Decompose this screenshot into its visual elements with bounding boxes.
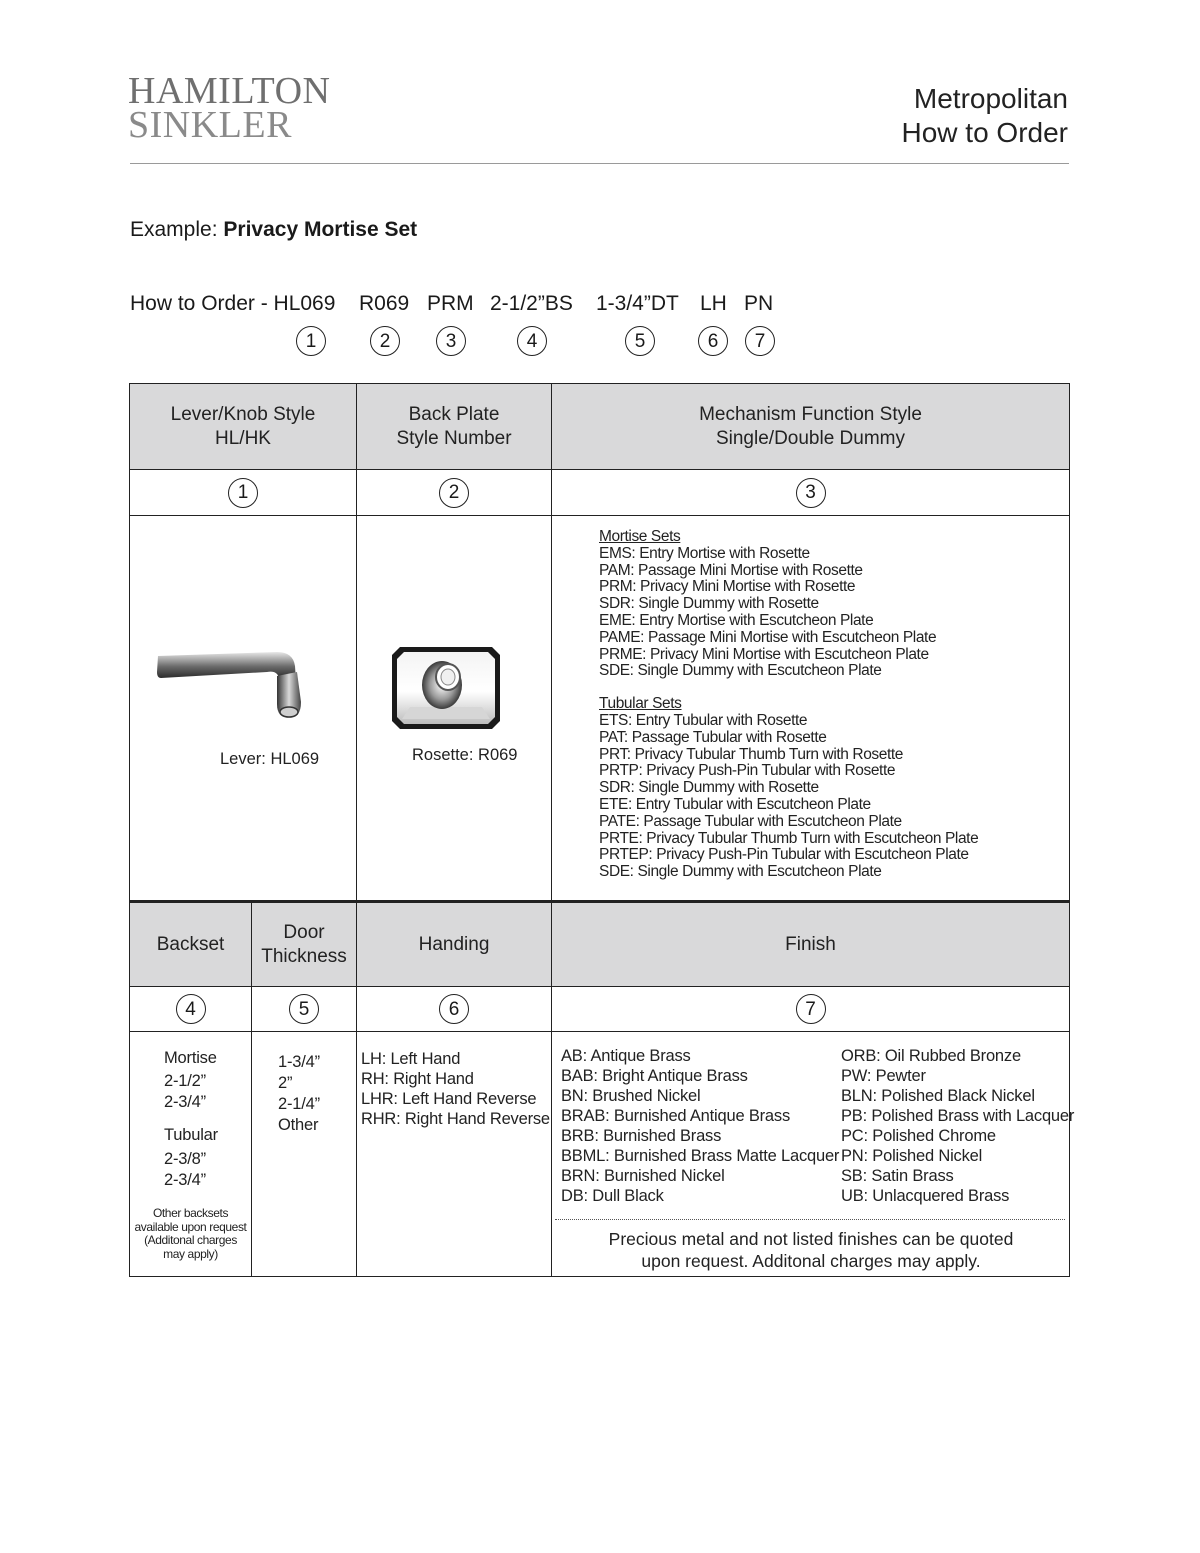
number-cell (252, 987, 357, 1032)
list-item: BLN: Polished Black Nickel (841, 1087, 1035, 1105)
list-item: ETS: Entry Tubular with Rosette (599, 711, 808, 729)
list-item: PN: Polished Nickel (841, 1147, 983, 1165)
list-item: BN: Brushed Nickel (561, 1087, 701, 1105)
door-thickness-list (278, 1052, 320, 1136)
list-item: SDE: Single Dummy with Escutcheon Plate (599, 863, 882, 881)
mechanism-list (599, 529, 978, 881)
step-number-circle: 3 (436, 326, 466, 356)
list-item: ETE: Entry Tubular with Escutcheon Plate (599, 795, 871, 813)
number-cell (552, 987, 1069, 1032)
list-item: PRTEP: Privacy Push-Pin Tubular with Escutcheon Plate (599, 846, 969, 864)
list-item: Other (278, 1116, 319, 1134)
list-item: PRTE: Privacy Tubular Thumb Turn with Escutcheon Plate (599, 829, 979, 847)
list-item: EMS: Entry Mortise with Rosette (599, 544, 810, 562)
finish-list-right (841, 1046, 1074, 1206)
note-line: (Additonal charges (144, 1233, 237, 1247)
order-code: PN (744, 292, 774, 315)
list-item: BAB: Bright Antique Brass (561, 1067, 748, 1085)
number-cell (357, 987, 552, 1032)
backset-tubular-label: Tubular (164, 1126, 218, 1144)
list-item: PRM: Privacy Mini Mortise with Rosette (599, 578, 856, 596)
header-text: Finish (785, 933, 836, 955)
order-code: LH (700, 292, 727, 315)
list-item: 2-3/4” (164, 1093, 206, 1111)
finish-note (555, 1228, 1067, 1272)
brand-line-2: SINKLER (128, 104, 292, 146)
list-item: PW: Pewter (841, 1067, 926, 1085)
header-divider (130, 163, 1069, 164)
list-item: PRTP: Privacy Push-Pin Tubular with Rosette (599, 762, 896, 780)
header-text: Handing (418, 933, 490, 955)
backset-mortise-label: Mortise (164, 1049, 217, 1067)
step-number-circle: 7 (745, 326, 775, 356)
header-text: Mechanism Function Style (699, 403, 922, 425)
header-handing (357, 901, 552, 987)
brand-logo (128, 70, 331, 146)
list-item: SDR: Single Dummy with Rosette (599, 779, 819, 797)
header-text: Back Plate (408, 403, 500, 425)
list-item: SDR: Single Dummy with Rosette (599, 595, 819, 613)
collection-name: Metropolitan (913, 83, 1068, 114)
list-item: SDE: Single Dummy with Escutcheon Plate (599, 662, 882, 680)
list-item: 2-1/2” (164, 1072, 206, 1090)
list-item: RHR: Right Hand Reverse (361, 1110, 550, 1128)
header-text: HL/HK (215, 427, 271, 449)
order-code-line (130, 292, 830, 320)
list-item: DB: Dull Black (561, 1187, 664, 1205)
list-item: PRT: Privacy Tubular Thumb Turn with Rosette (599, 745, 904, 763)
header-text: Door (283, 921, 325, 943)
list-item: PB: Polished Brass with Lacquer (841, 1107, 1075, 1125)
list-item: 2” (278, 1074, 293, 1092)
list-item: RH: Right Hand (361, 1070, 474, 1088)
finish-list-left (561, 1046, 839, 1206)
handing-list (361, 1049, 550, 1129)
list-item: LH: Left Hand (361, 1050, 461, 1068)
example-line (130, 218, 417, 242)
example-value: Privacy Mortise Set (223, 218, 418, 241)
header-finish (552, 901, 1069, 987)
list-item: 1-3/4” (278, 1053, 320, 1071)
number-cell (130, 987, 252, 1032)
brand-line-1: HAMILTON (128, 70, 331, 112)
step-number-circle: 2 (439, 478, 469, 508)
number-cell (552, 470, 1069, 516)
list-item: 2-3/4” (164, 1171, 206, 1189)
step-number-circle: 4 (176, 994, 206, 1024)
header-text: Single/Double Dummy (715, 427, 905, 449)
list-item: BBML: Burnished Brass Matte Lacquer (561, 1147, 840, 1165)
backset-note (131, 1207, 250, 1261)
header-text: Lever/Knob Style (170, 403, 316, 425)
list-item: EME: Entry Mortise with Escutcheon Plate (599, 611, 874, 629)
header-back-plate (357, 384, 552, 470)
header-door-thickness (252, 901, 357, 987)
list-item: PATE: Passage Tubular with Escutcheon Plate (599, 812, 902, 830)
list-item: PAME: Passage Mini Mortise with Escutcheon Plate (599, 628, 937, 646)
step-number-circle: 1 (296, 326, 326, 356)
step-number-circle: 2 (370, 326, 400, 356)
document-title (902, 82, 1069, 150)
step-number-circle: 5 (625, 326, 655, 356)
order-code: 2-1/2”BS (490, 292, 573, 315)
list-item: PAT: Passage Tubular with Rosette (599, 728, 827, 746)
order-code: R069 (359, 292, 410, 315)
list-item: PRME: Privacy Mini Mortise with Escutcheon Plate (599, 645, 929, 663)
list-item: PC: Polished Chrome (841, 1127, 996, 1145)
list-item: 2-3/8” (164, 1150, 206, 1168)
example-label: Example: (130, 218, 218, 241)
list-item: 2-1/4” (278, 1095, 320, 1113)
step-number-circle: 3 (796, 478, 826, 508)
list-item: BRB: Burnished Brass (561, 1127, 722, 1145)
list-item: AB: Antique Brass (561, 1047, 691, 1065)
lever-image (155, 648, 305, 723)
backset-list (164, 1048, 218, 1191)
step-number-circle: 5 (289, 994, 319, 1024)
note-line: upon request. Additonal charges may apply. (641, 1251, 981, 1271)
header-backset (130, 901, 252, 987)
order-code: 1-3/4”DT (596, 292, 679, 315)
list-item: ORB: Oil Rubbed Bronze (841, 1047, 1021, 1065)
number-cell (130, 470, 357, 516)
step-number-circle: 6 (439, 994, 469, 1024)
rosette-caption: Rosette: R069 (412, 746, 518, 764)
order-code: PRM (427, 292, 474, 315)
order-prefix: How to Order - HL069 (130, 292, 336, 315)
finish-divider (555, 1219, 1065, 1220)
list-item: UB: Unlacquered Brass (841, 1187, 1010, 1205)
tubular-sets-title: Tubular Sets (599, 695, 682, 713)
header-mechanism (552, 384, 1069, 470)
lever-caption: Lever: HL069 (220, 750, 320, 768)
header-text: Thickness (261, 945, 347, 967)
rosette-image (390, 645, 502, 731)
mortise-sets-title: Mortise Sets (599, 528, 681, 545)
header-text: Backset (156, 933, 225, 955)
note-line: available upon request (134, 1219, 247, 1234)
step-number-circle: 6 (698, 326, 728, 356)
step-number-circle: 1 (228, 478, 258, 508)
step-number-circle: 4 (517, 326, 547, 356)
document-subtitle: How to Order (901, 117, 1068, 148)
note-line: Other backsets (152, 1206, 229, 1220)
list-item: BRAB: Burnished Antique Brass (561, 1107, 790, 1125)
header-lever-style (130, 384, 357, 470)
step-number-circle: 7 (796, 994, 826, 1024)
list-item: BRN: Burnished Nickel (561, 1167, 725, 1185)
header-text: Style Number (396, 427, 512, 449)
note-line: Precious metal and not listed finishes can be quoted (608, 1229, 1014, 1249)
number-cell (357, 470, 552, 516)
list-item: PAM: Passage Mini Mortise with Rosette (599, 561, 863, 579)
note-line: may apply) (163, 1246, 218, 1261)
list-item: LHR: Left Hand Reverse (361, 1090, 537, 1108)
list-item: SB: Satin Brass (841, 1167, 954, 1185)
